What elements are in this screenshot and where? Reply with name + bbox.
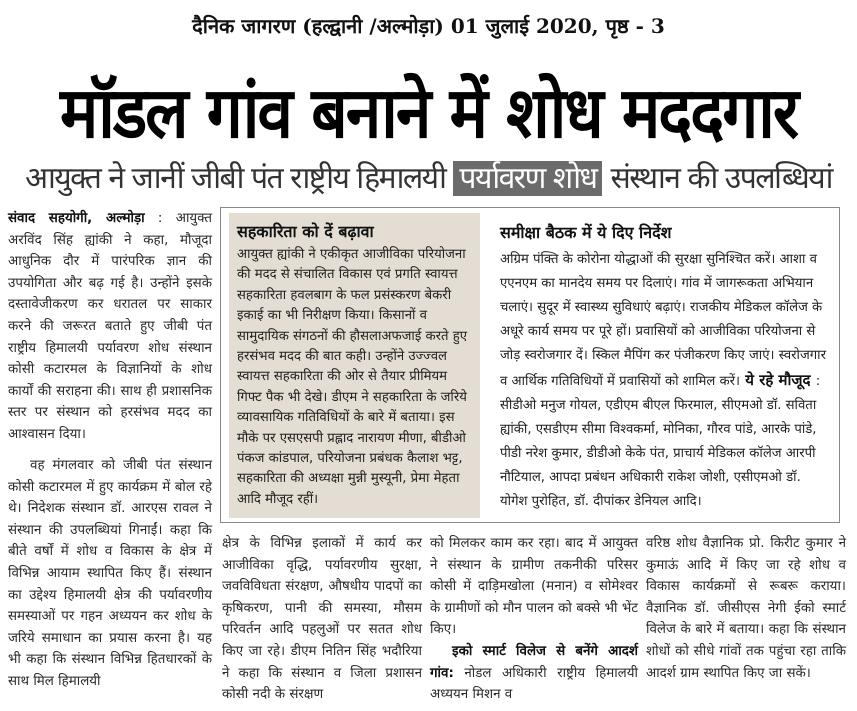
- article-column-3: [430, 533, 638, 706]
- review-meeting-title: समीक्षा बैठक में ये दिए निर्देश: [500, 223, 672, 242]
- article-para-5-text: नोडल अधिकारी राष्ट्रीय हिमालयी अध्ययन मिशन व: [430, 665, 638, 703]
- article-para-3: क्षेत्र के विभिन्न इलाकों में कार्य कर आजीविका वृद्धि, पर्यावरणीय सुरक्षा, जवविविधता संरक्षण, औषधीय पादपों का कृषिकरण, पानी की समस्या, मौसम परिवर्तन आदि पहलुओं पर सतत शोध किए जा रहे। डीएम नितिन सिंह भदौरिया ने कहा कि संस्थान व जिला प्रशासन कोसी नदी के संरक्षण: [222, 536, 422, 703]
- article-para-5: [430, 641, 638, 706]
- article-column-4: [646, 533, 846, 684]
- subsection-heading: इको स्मार्ट विलेज से बनेंगे आदर्श गांव:: [430, 643, 638, 681]
- present-label: ये रहे मौजूद: [740, 371, 816, 389]
- present-list: : सीडीओ मनुज गोयल, एडीएम बीएल फिरमाल, सीएमओ डॉ. सविता ह्यांकी, एसडीएम सीमा विश्वकर्मा, मोनिका, गौरव पांडे, आरके पांडे, पीडी नरेश कुमार, डीडीओ केके पंत, प्राचार्य मेडिकल कॉलेज आरपी नौटियाल, आपदा प्रबंधन अधिकारी राकेश जोशी, एसीएमओ डॉ. योगेश पुरोहित, डॉ. दीपांकर डेनियल आदि।: [500, 374, 821, 509]
- subhead-after: संस्थान की उपलब्धियां: [610, 161, 832, 196]
- dateline: संवाद सहयोगी, अल्मोड़ा: [8, 211, 145, 226]
- article-para-1-text: : आयुक्त अरविंद सिंह ह्यांकी ने कहा, मौजूदा आधुनिक दौर में पारंपरिक ज्ञान की उपयोगिता और बढ़ गई है। उन्होंने इसके दस्तावेजीकरण कर धरातल पर साकार करने की जरूरत बताते हुए जीबी पंत राष्ट्रीय हिमालयी पर्यावरण शोध संस्थान कोसी कटारमल के विज्ञानियों के शोध कार्यों की सराहना की। साथ ही प्रशासनिक स्तर पर संस्थान को हरसंभव मदद का आश्वासन दिया।: [8, 211, 212, 442]
- subhead-before: आयुक्त ने जानीं जीबी पंत राष्ट्रीय हिमालयी: [25, 161, 446, 196]
- review-meeting-box: [500, 222, 830, 512]
- cooperative-box-title: सहकारिता को दें बढ़ावा: [237, 222, 374, 241]
- review-directions: अग्रिम पंक्ति के कोरोना योद्धाओं की सुरक्षा सुनिश्चित करें। आशा व एएनएम का मानदेय समय पर दिलाएं। गांव में जागरूकता अभियान चलाएं। सुदूर में स्वास्थ्य सुविधाएं बढ़ाएं। राजकीय मेडिकल कॉलेज के अधूरे कार्य समय पर पूरे हों। प्रवासियों को आजीविका परियोजना से जोड़ स्वरोजगार दें। स्किल मैपिंग कर पंजीकरण किए जाएं। स्वरोजगार व आर्थिक गतिविधियों में प्रवासियों को शामिल करें।: [500, 252, 826, 389]
- cooperative-box: [229, 213, 480, 518]
- article-para-2: वह मंगलवार को जीबी पंत संस्थान कोसी कटारमल में हुए कार्यक्रम में बोल रहे थे। निदेशक संस्थान डॉ. आरएस रावल ने संस्थान की उपलब्धियां गिनाईं। कहा कि बीते वर्षों में शोध व विकास के क्षेत्र में विभिन्न आयाम स्थापित किए हैं। संस्थान का उद्देश्य हिमालयी क्षेत्र की पर्यावरणीय समस्याओं पर गहन अध्ययन कर शोध के जरिये समाधान का प्रयास करना है। यह भी कहा कि संस्थान विभिन्न हितधारकों के साथ मिल हिमालयी: [8, 458, 212, 689]
- article-column-2: [222, 533, 422, 706]
- subhead-highlight: पर्यावरण शोध: [453, 161, 602, 196]
- article-para-1: [8, 208, 212, 446]
- cooperative-box-text: आयुक्त ह्यांकी ने एकीकृत आजीविका परियोजना की मदद से संचालित विकास एवं प्रगति स्वायत्त सहकारिता हवलबाग के फल प्रसंस्करण बेकरी इकाई का भी निरीक्षण किया। किसानों व सामुदायिक संगठनों की हौसलाअफजाई करते हुए हरसंभव मदद की बात कही। उन्होंने उज्ज्वल स्वायत्त सहकारिता की ओर से तैयार प्रीमियम गिफ्ट पैक भी देखे। डीएम ने सहकारिता के जरिये व्यावसायिक गतिविधियों के बारे में बताया। इस मौके पर एसएसपी प्रह्लाद नारायण मीणा, बीडीओ पंकज कांडपाल, परियोजना प्रबंधक कैलाश भट्ट, सहकारिता की अध्यक्षा मुन्नी मुस्यूनी, प्रेमा मेहता आदि मौजूद रहीं।: [237, 247, 468, 507]
- subheadline: [8, 158, 849, 200]
- article-column-1b: [8, 455, 212, 693]
- article-para-6: वरिष्ठ शोध वैज्ञानिक प्रो. किरीट कुमार ने कुमाऊं आदि में किए जा रहे शोध व विकास कार्यक्रमों से रूबरू कराया। वैज्ञानिक डॉ. जीसीएस नेगी ईको स्मार्ट विलेज के बारे में बताया। कहा कि संस्थान शोधों को सीधे गांवों तक पहुंचा रहा ताकि आदर्श ग्राम स्थापित किए जा सकें।: [646, 536, 846, 681]
- review-meeting-text: [500, 248, 830, 514]
- article-column-1: [8, 208, 212, 446]
- headline: मॉडल गांव बनाने में शोध मददगार: [60, 73, 797, 155]
- article-para-4: को मिलकर काम कर रहा। बाद में आयुक्त ने संस्थान के ग्रामीण तकनीकी परिसर कोसी में दाड़िमखोला (मनान) व सोमेश्वर के ग्रामीणों को मौन पालन को बक्से भी भेंट किए।: [430, 536, 638, 638]
- masthead: दैनिक जागरण (हल्द्वानी /अल्मोड़ा) 01 जुलाई 2020, पृष्ठ - 3: [192, 14, 665, 38]
